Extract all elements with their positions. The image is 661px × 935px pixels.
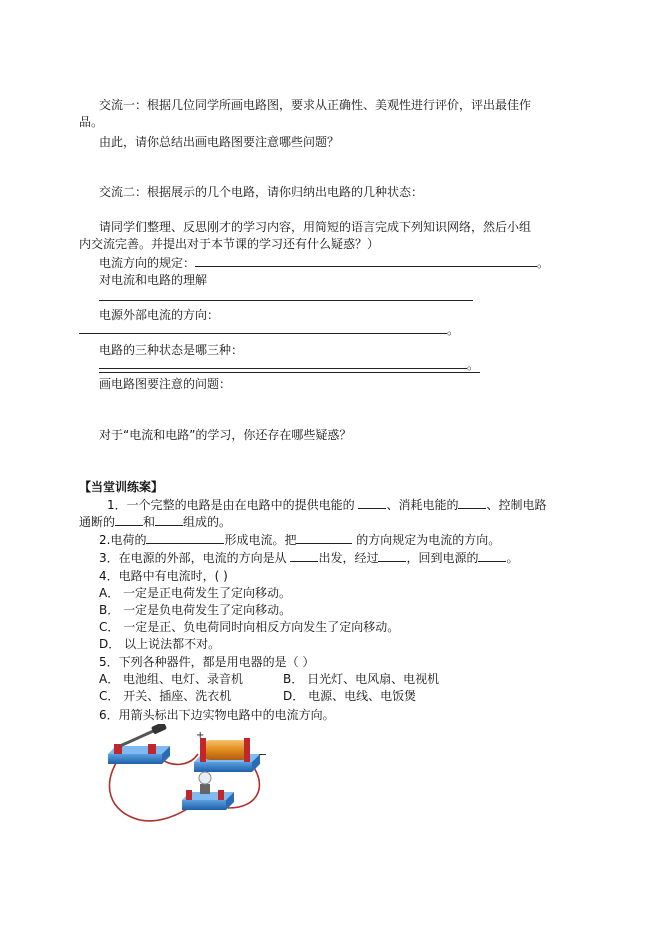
q2-text-c: 的方向规定为电流的方向。 (352, 533, 501, 547)
q1-blank-switch[interactable] (115, 514, 143, 526)
option-label: C． (99, 689, 120, 703)
option-label: B． (283, 672, 304, 686)
q2-blank-2[interactable] (296, 532, 352, 544)
q1-text-d: 通断的 (79, 515, 116, 529)
circuit-figure (100, 724, 280, 832)
period: 。 (467, 358, 480, 372)
q2-row (99, 532, 500, 548)
q3-text-a: 3．在电源的外部，电流的方向是从 (99, 551, 291, 565)
exchange1-line2: 品。 (79, 115, 104, 129)
option-label: C． (99, 620, 120, 634)
option-label: D． (283, 689, 305, 703)
minus-sign: − (258, 748, 268, 761)
exchange2-text: 交流二：根据展示的几个电路，请你归纳出电路的几种状态： (99, 185, 424, 199)
three-states-label: 电路的三种状态是哪三种： (99, 343, 244, 357)
q1-blank-load[interactable] (458, 497, 486, 509)
three-states-blank[interactable] (99, 357, 467, 369)
q2-blank-1[interactable] (146, 532, 224, 544)
doubts-question: 对于“电流和电路”的学习，你还存在哪些疑惑？ (99, 428, 352, 442)
q5-option-b[interactable] (283, 671, 439, 687)
understanding-label: 对电流和电路的理解 (99, 273, 208, 287)
q1-line2 (79, 514, 231, 530)
option-label: A． (99, 672, 120, 686)
q5-option-c[interactable] (99, 688, 231, 704)
option-label: D． (99, 637, 121, 651)
period: 。 (447, 323, 460, 337)
q4-option-d[interactable] (99, 636, 220, 652)
option-label: B． (99, 603, 120, 617)
q4-option-a[interactable] (99, 585, 291, 601)
wire-left (109, 760, 192, 821)
q3-blank-3[interactable] (478, 550, 506, 562)
switch-icon (108, 724, 170, 764)
q4-stem: 4．电路中有电流时，( ) (99, 569, 228, 583)
q1-text-c: 、控制电路 (486, 498, 547, 512)
lamp-icon (182, 772, 234, 810)
q2-text-b: 形成电流。把 (224, 533, 297, 547)
q3-blank-1[interactable] (290, 550, 318, 562)
q3-blank-2[interactable] (378, 550, 406, 562)
practice-heading: 【当堂训练案】 (79, 480, 164, 494)
option-text: 开关、插座、洗衣机 (123, 689, 232, 703)
three-states-underline (99, 372, 480, 373)
external-direction-blank[interactable] (79, 322, 447, 334)
battery-icon (194, 738, 260, 772)
option-text: 以上说法都不对。 (124, 637, 221, 651)
option-text: 日光灯、电风扇、电视机 (307, 672, 440, 686)
external-direction-label: 电源外部电流的方向： (99, 308, 220, 322)
plus-sign: + (196, 730, 205, 741)
q4-option-c[interactable] (99, 619, 399, 635)
q1-blank-source[interactable] (358, 497, 386, 509)
q1-text-e: 和 (143, 515, 156, 529)
option-text: 电池组、电灯、录音机 (123, 672, 244, 686)
q5-stem: 5．下列各种器件，都是用电器的是（ ） (99, 655, 315, 669)
option-text: 一定是正电荷发生了定向移动。 (123, 586, 292, 600)
understanding-blank[interactable] (99, 300, 473, 301)
current-direction-row (99, 255, 549, 271)
q2-text-a: 2.电荷的 (99, 533, 147, 547)
q5-option-a[interactable] (99, 671, 243, 687)
three-states-row (99, 357, 479, 373)
summary-line2: 内交流完善。并提出对于本节课的学习还有什么疑惑？） (79, 237, 380, 251)
q1-text-a: 1．一个完整的电路是由在电路中的提供电能的 (107, 498, 359, 512)
q1-text-f: 组成的。 (183, 515, 232, 529)
option-text: 一定是负电荷发生了定向移动。 (123, 603, 292, 617)
q3-text-b: 出发，经过 (318, 551, 379, 565)
q3-row (99, 550, 519, 566)
external-direction-row (79, 322, 459, 338)
q4-option-b[interactable] (99, 602, 291, 618)
option-text: 电源、电线、电饭煲 (308, 689, 417, 703)
option-text: 一定是正、负电荷同时向相反方向发生了定向移动。 (123, 620, 400, 634)
current-direction-blank[interactable] (195, 255, 537, 267)
exchange1-line1: 交流一：根据几位同学所画电路图，要求从正确性、美观性进行评价，评出最佳作 (99, 98, 532, 112)
q3-text-d: 。 (506, 551, 519, 565)
q1-blank-wire[interactable] (155, 514, 183, 526)
q1-line1 (107, 497, 546, 513)
q1-text-b: 、消耗电能的 (386, 498, 459, 512)
q6-text: 6．用箭头标出下边实物电路中的电流方向。 (99, 708, 335, 722)
option-label: A． (99, 586, 120, 600)
summary-line1: 请同学们整理、反思刚才的学习内容，用简短的语言完成下列知识网络，然后小组 (99, 220, 532, 234)
current-direction-label: 电流方向的规定： (99, 256, 196, 270)
period: 。 (537, 256, 550, 270)
exchange1-question: 由此，请你总结出画电路图要注意哪些问题？ (99, 135, 340, 149)
q5-option-d[interactable] (283, 688, 416, 704)
q3-text-c: ，回到电源的 (406, 551, 479, 565)
drawing-notes-label: 画电路图要注意的问题： (99, 377, 232, 391)
